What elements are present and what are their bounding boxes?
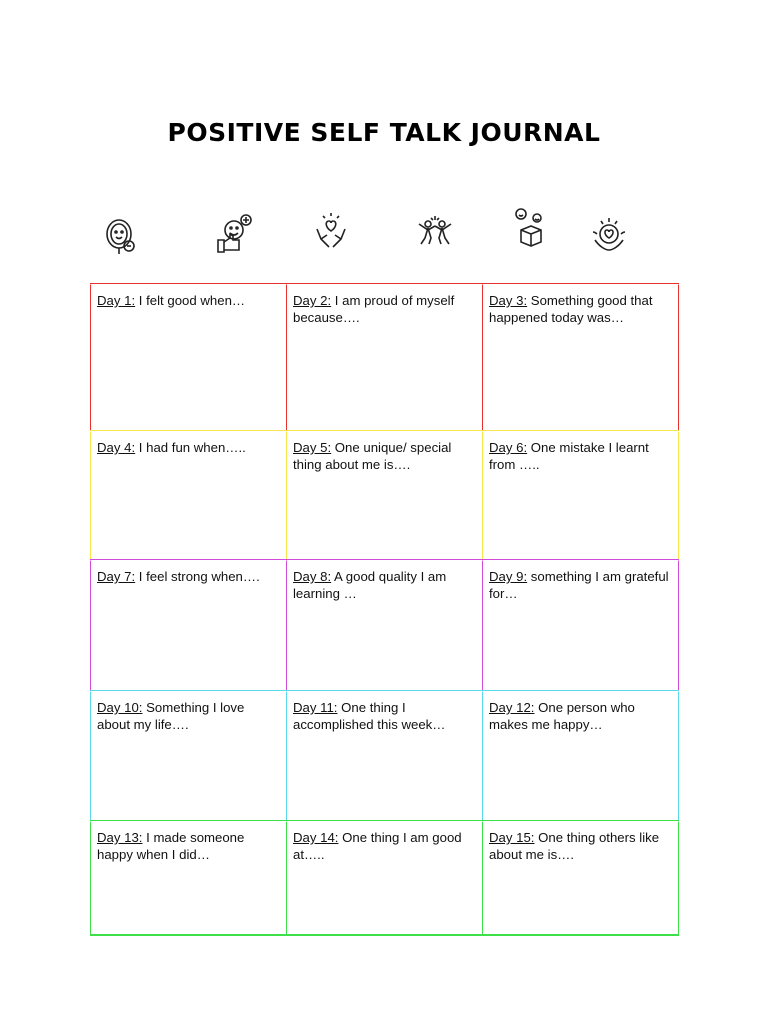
prompt-text: I feel strong when….	[135, 569, 260, 584]
journal-row	[90, 430, 679, 559]
page-title: POSITIVE SELF TALK JOURNAL	[167, 118, 601, 147]
prompt-text: One thing others like about me is….	[489, 830, 660, 862]
journal-prompt-cell[interactable]	[483, 821, 679, 934]
day-label: Day 6:	[489, 440, 528, 455]
heart-hands-icon	[311, 209, 351, 253]
journal-row	[90, 820, 679, 936]
prompt-text: something I am grateful for…	[489, 569, 669, 601]
prompt-text: One thing I am good at…..	[293, 830, 462, 862]
day-label: Day 2:	[293, 293, 332, 308]
journal-prompt-cell[interactable]	[90, 821, 287, 934]
prompt-text: I had fun when…..	[135, 440, 246, 455]
prompt-text: One unique/ special thing about me is….	[293, 440, 452, 472]
journal-prompt-cell[interactable]	[90, 431, 287, 559]
gift-box-happy-icon	[511, 206, 551, 250]
day-label: Day 12:	[489, 700, 535, 715]
journal-prompt-cell[interactable]	[90, 691, 287, 820]
prompt-text: One person who makes me happy…	[489, 700, 635, 732]
journal-row	[90, 559, 679, 690]
day-label: Day 5:	[293, 440, 332, 455]
day-label: Day 3:	[489, 293, 528, 308]
prompt-text: One mistake I learnt from …..	[489, 440, 649, 472]
day-label: Day 10:	[97, 700, 143, 715]
journal-prompt-cell[interactable]	[287, 821, 483, 934]
day-label: Day 8:	[293, 569, 332, 584]
prompt-text: I made someone happy when I did…	[97, 830, 245, 862]
journal-prompt-cell[interactable]	[483, 560, 679, 690]
day-label: Day 13:	[97, 830, 143, 845]
journal-row	[90, 690, 679, 820]
prompt-text: A good quality I am learning …	[293, 569, 447, 601]
journal-prompt-cell[interactable]	[483, 691, 679, 820]
prompt-text: Something good that happened today was…	[489, 293, 653, 325]
day-label: Day 4:	[97, 440, 136, 455]
journal-prompt-cell[interactable]	[287, 431, 483, 559]
journal-prompt-cell[interactable]	[483, 284, 679, 430]
day-label: Day 7:	[97, 569, 136, 584]
journal-prompt-cell[interactable]	[90, 560, 287, 690]
thumbs-up-happy-icon	[214, 212, 254, 256]
journal-grid	[90, 283, 679, 936]
prompt-text: Something I love about my life….	[97, 700, 245, 732]
journal-prompt-cell[interactable]	[287, 560, 483, 690]
day-label: Day 9:	[489, 569, 528, 584]
journal-row	[90, 283, 679, 430]
prompt-text: I felt good when…	[135, 293, 246, 308]
journal-prompt-cell[interactable]	[90, 284, 287, 430]
day-label: Day 1:	[97, 293, 136, 308]
day-label: Day 14:	[293, 830, 339, 845]
journal-prompt-cell[interactable]	[483, 431, 679, 559]
prompt-text: I am proud of myself because….	[293, 293, 455, 325]
day-label: Day 15:	[489, 830, 535, 845]
journal-prompt-cell[interactable]	[287, 691, 483, 820]
mirror-face-icon	[101, 214, 141, 258]
celebrating-people-icon	[415, 212, 455, 256]
day-label: Day 11:	[293, 700, 338, 715]
journal-prompt-cell[interactable]	[287, 284, 483, 430]
lotus-heart-icon	[589, 212, 629, 256]
prompt-text: One thing I accomplished this week…	[293, 700, 446, 732]
